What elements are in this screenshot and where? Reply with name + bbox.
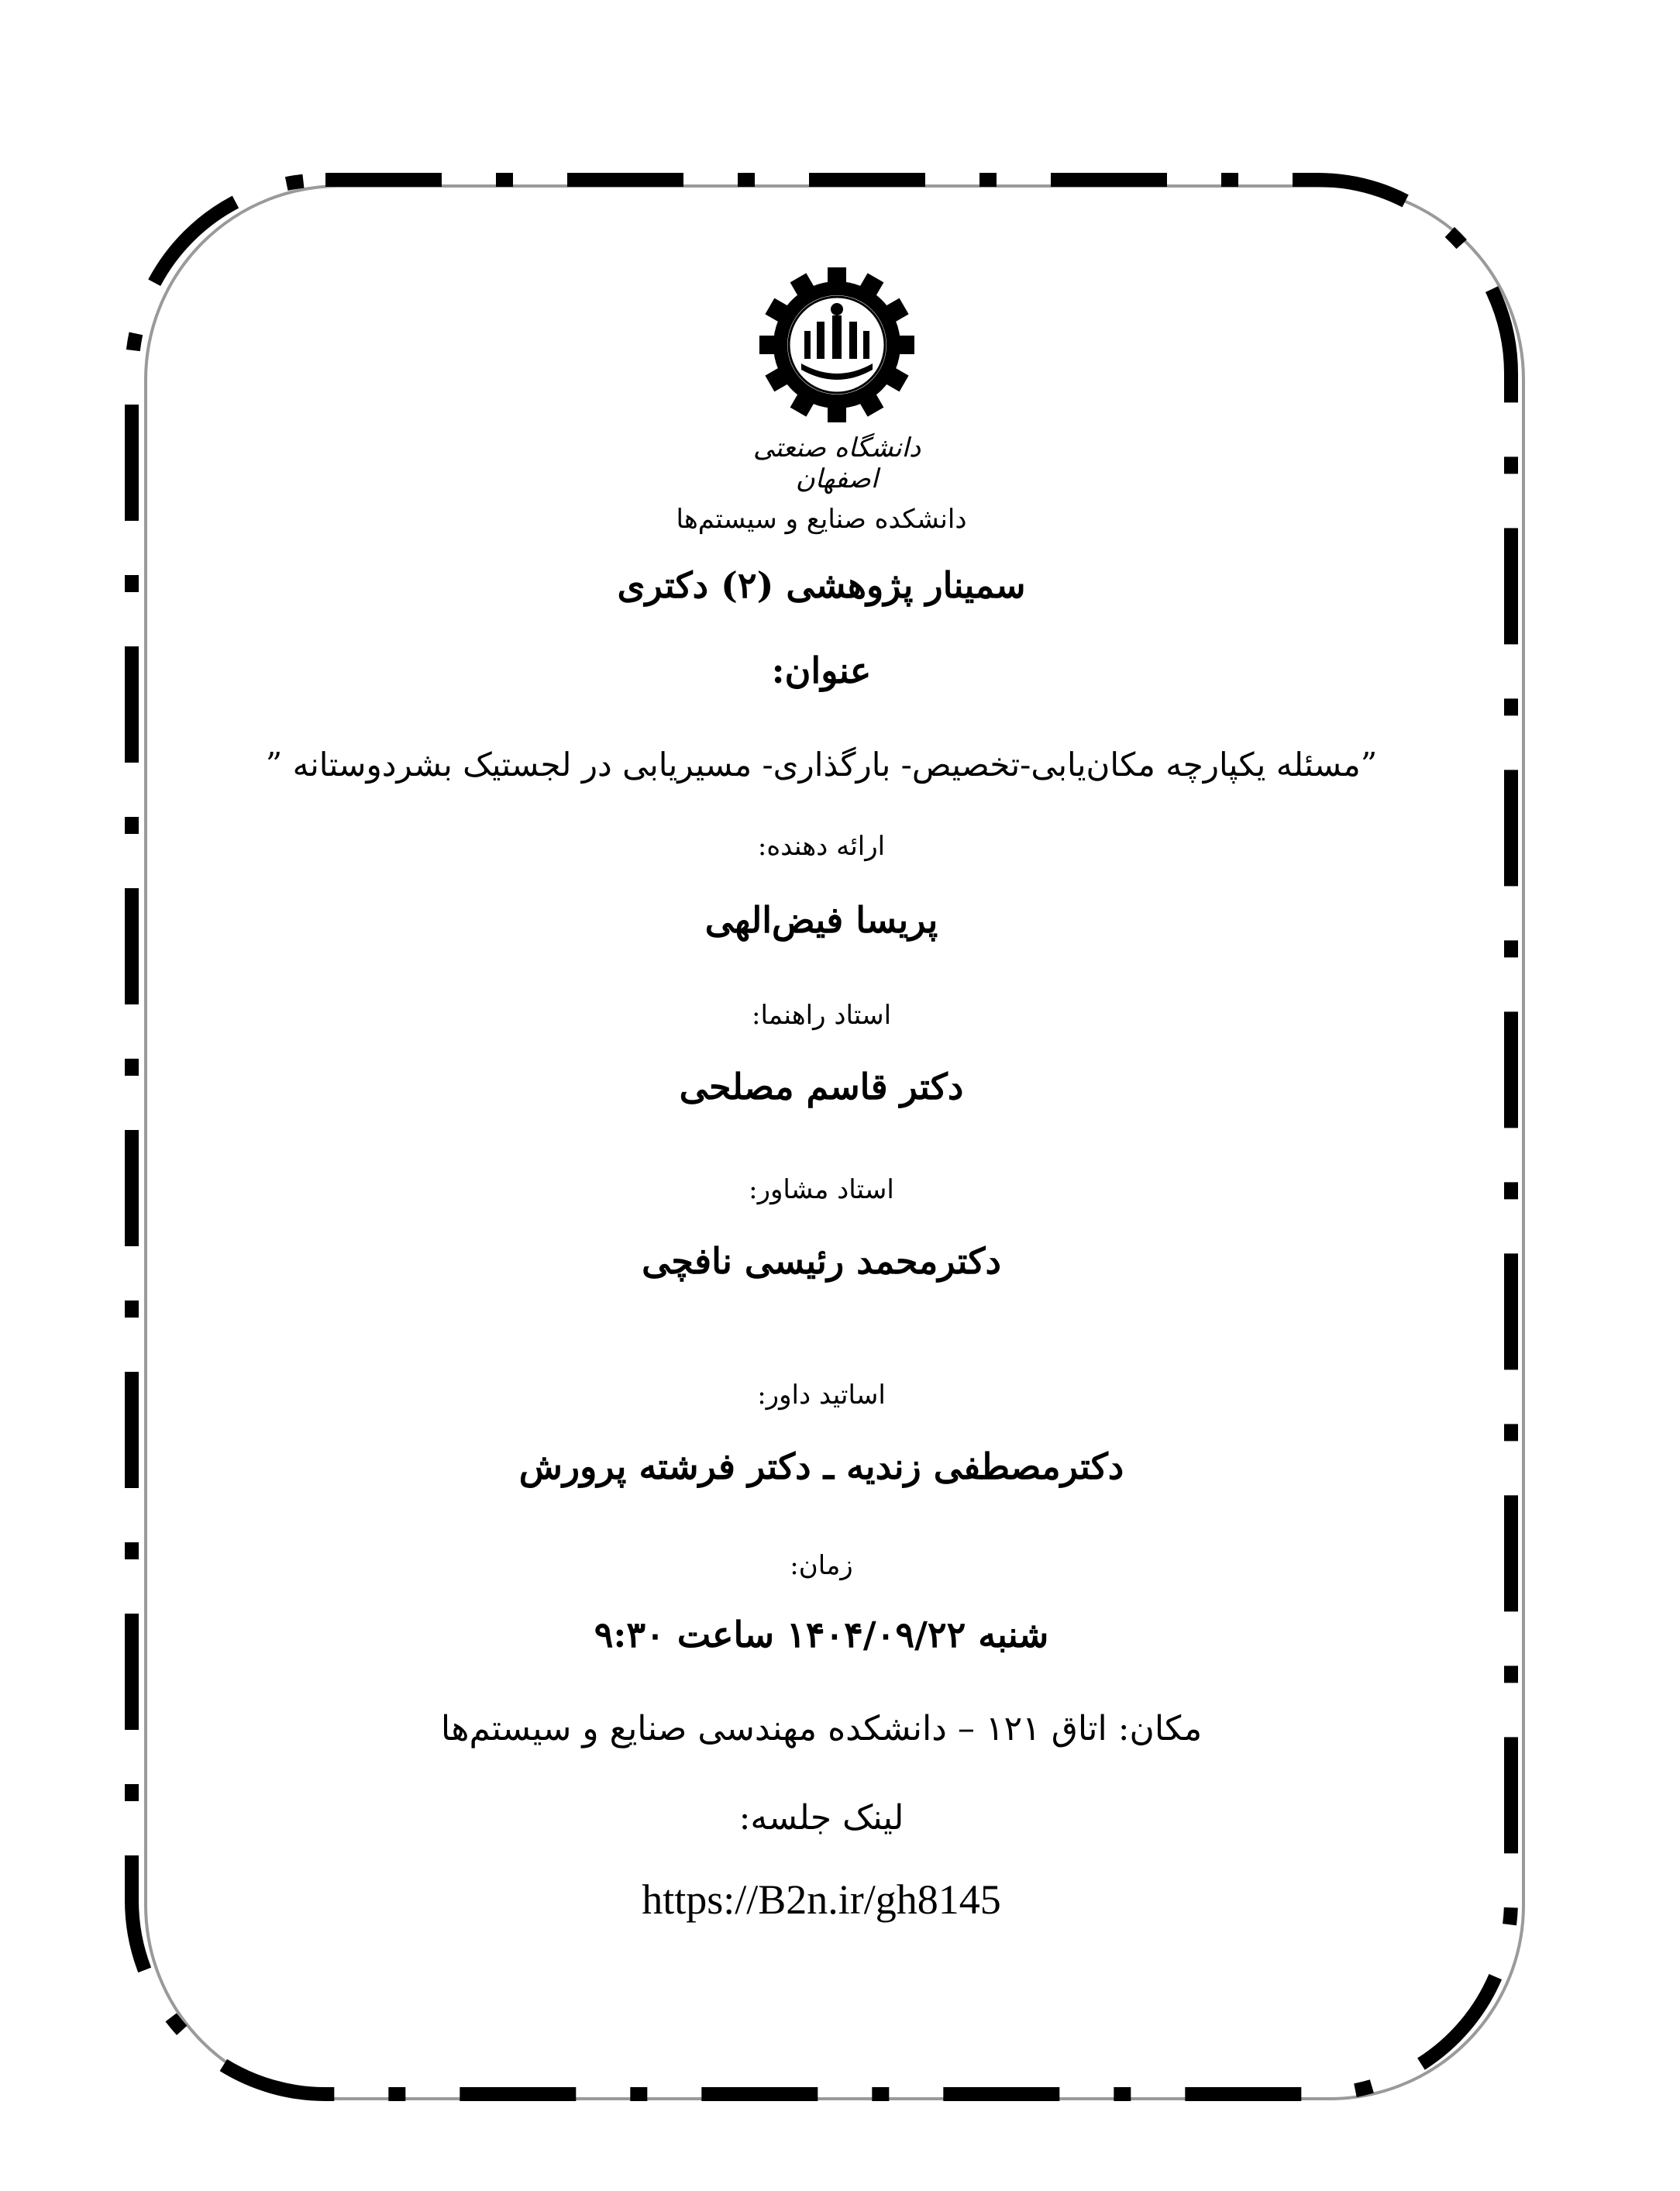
presenter-label: ارائه دهنده: (757, 831, 886, 862)
topic-text: ”مسئله یکپارچه مکان‌یابی-تخصیص- بارگذاری- مسیریابی در لجستیک بشردوستانه ” (265, 746, 1378, 784)
seminar-title: سمینار پژوهشی (۲) دکتری (617, 564, 1026, 606)
referees-label: اساتید داور: (757, 1380, 886, 1411)
session-time: شنبه ۱۴۰۴/۰۹/۲۲ ساعت ۹:۳۰ (594, 1614, 1049, 1655)
session-link[interactable]: https://B2n.ir/gh8145 (642, 1876, 1001, 1923)
link-label: لینک جلسه: (738, 1798, 904, 1838)
logo-caption: دانشگاه صنعتی اصفهان (752, 432, 921, 494)
announcement-body (232, 0, 1410, 2191)
advisor-name: دکترمحمد رئیسی نافچی (642, 1240, 1001, 1282)
topic-label: عنوان: (771, 649, 872, 691)
time-label: زمان: (790, 1550, 853, 1581)
advisor-label: استاد مشاور: (749, 1174, 894, 1205)
supervisor-name: دکتر قاسم مصلحی (679, 1066, 964, 1108)
presenter-name: پریسا فیض‌الهی (704, 899, 938, 941)
supervisor-label: استاد راهنما: (751, 1000, 892, 1031)
session-venue: مکان: اتاق ۱۲۱ – دانشکده مهندسی صنایع و سیستم‌ها (440, 1709, 1203, 1748)
faculty-name: دانشکده صنایع و سیستم‌ها (676, 504, 967, 535)
referees-names: دکترمصطفی زندیه ـ دکتر فرشته پرورش (518, 1445, 1124, 1487)
